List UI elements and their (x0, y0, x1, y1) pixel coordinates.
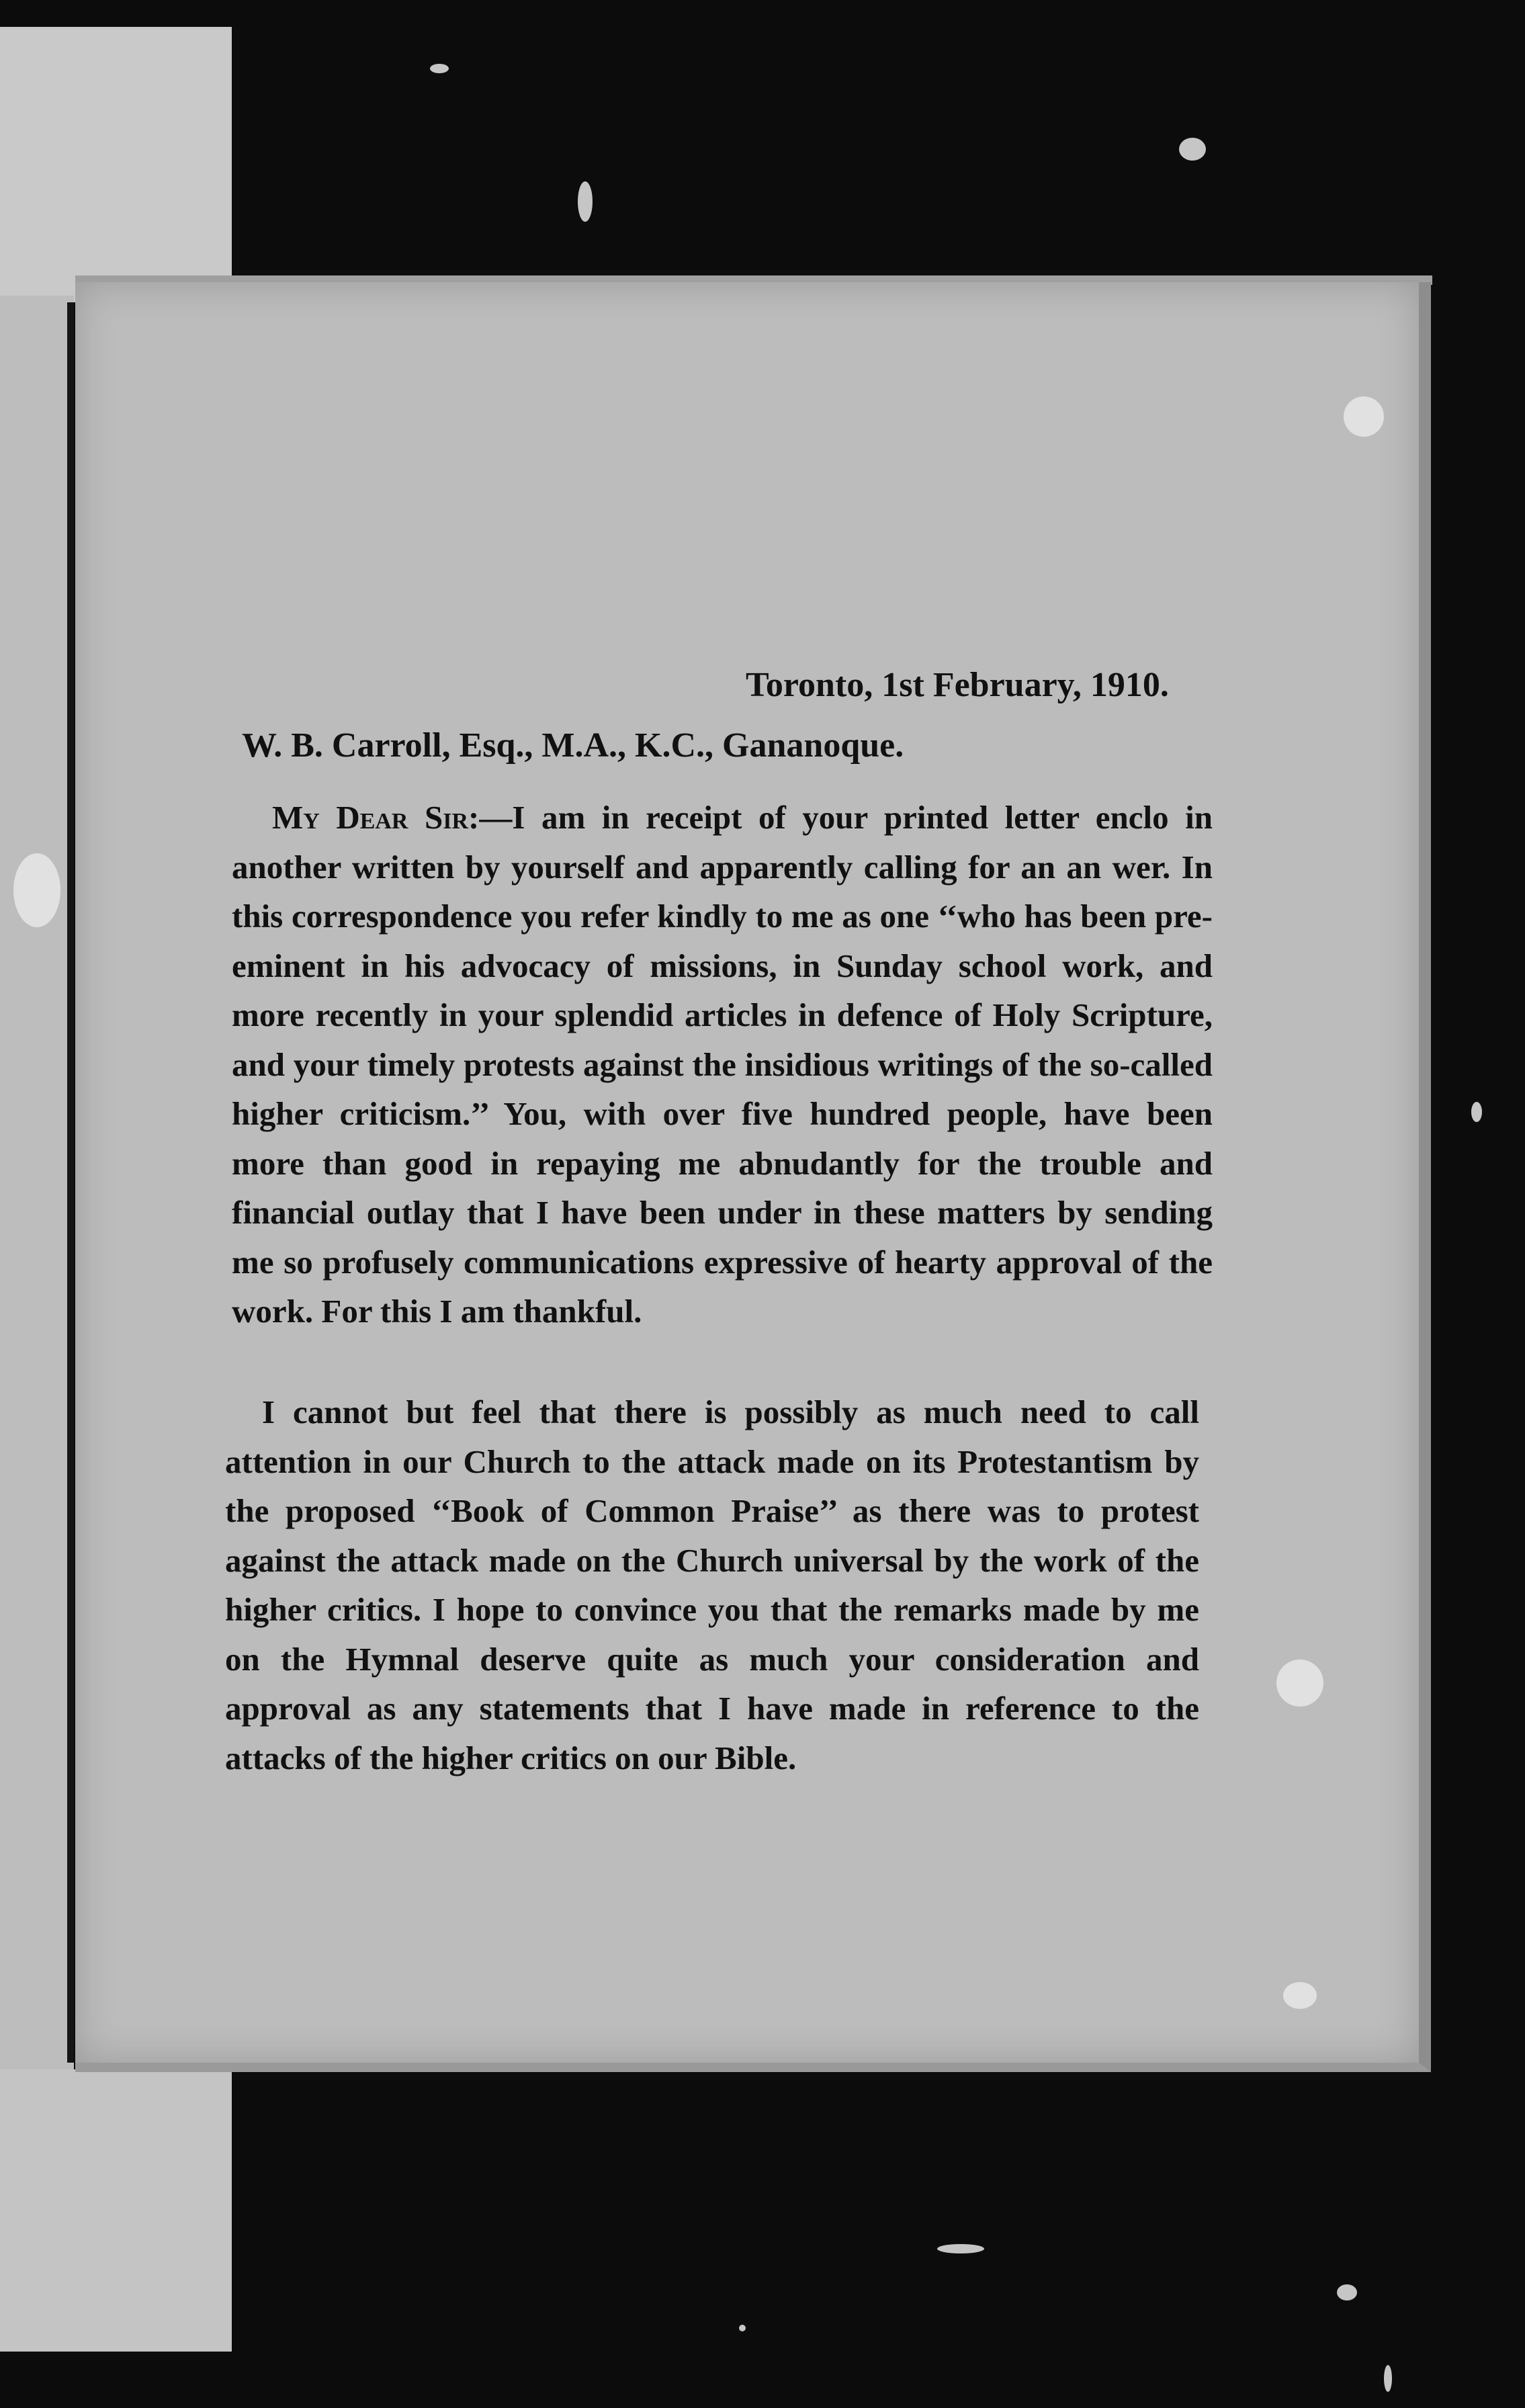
film-speck (1337, 2284, 1357, 2300)
letter-addressee: W. B. Carroll, Esq., M.A., K.C., Gananoque. (242, 726, 904, 765)
film-speck (578, 181, 593, 222)
letter-salutation: My Dear Sir: (272, 799, 480, 836)
page-speck (1283, 1982, 1317, 2009)
letter-dateline: Toronto, 1st February, 1910. (746, 666, 1169, 704)
page-speck (1276, 1660, 1323, 1707)
previous-page-strip (0, 27, 232, 302)
film-speck (1384, 2365, 1392, 2392)
letter-paragraph-1-text: —I am in receipt of your printed letter enclo in another written by yourself and apparently calling for an an wer. In this correspondence you refer kindly to me as one ‘‘who has been pre-eminent in his advocacy of missions, in Sunday school work, and more recently in your splendid articles in defence of Holy Scripture, and your timely protests against the insidious writings of the so-called higher criticism.’’ You, with over five hundred people, have been more than good in repaying me abnudantly for the trouble and financial outlay that I have been under in these matters by sending me so profusely communications expressive of hearty approval of the work. For this I am thankful. (232, 799, 1213, 1330)
film-speck (1179, 138, 1206, 161)
page-speck (13, 853, 60, 927)
film-speck (1471, 1102, 1482, 1122)
previous-page-strip-bottom (0, 2069, 232, 2352)
letter-paragraph-1 (232, 793, 1213, 1336)
letter-paragraph-2: I cannot but feel that there is possibly as much need to call attention in our Church to the attack made on its Protestantism by the proposed ‘‘Book of Common Praise’’ as there was to protest against the attack made on the Church universal by the work of the higher critics. I hope to convince you that the remarks made by me on the Hymnal deserve quite as much your consideration and approval as any statements that I have made in reference to the attacks of the higher critics on our Bible. (225, 1393, 1199, 1776)
page-speck (1344, 396, 1384, 437)
binding-line (67, 302, 74, 2063)
film-speck (739, 2325, 746, 2331)
film-speck (430, 64, 449, 73)
film-speck (937, 2244, 984, 2253)
page-edge (0, 296, 74, 2069)
